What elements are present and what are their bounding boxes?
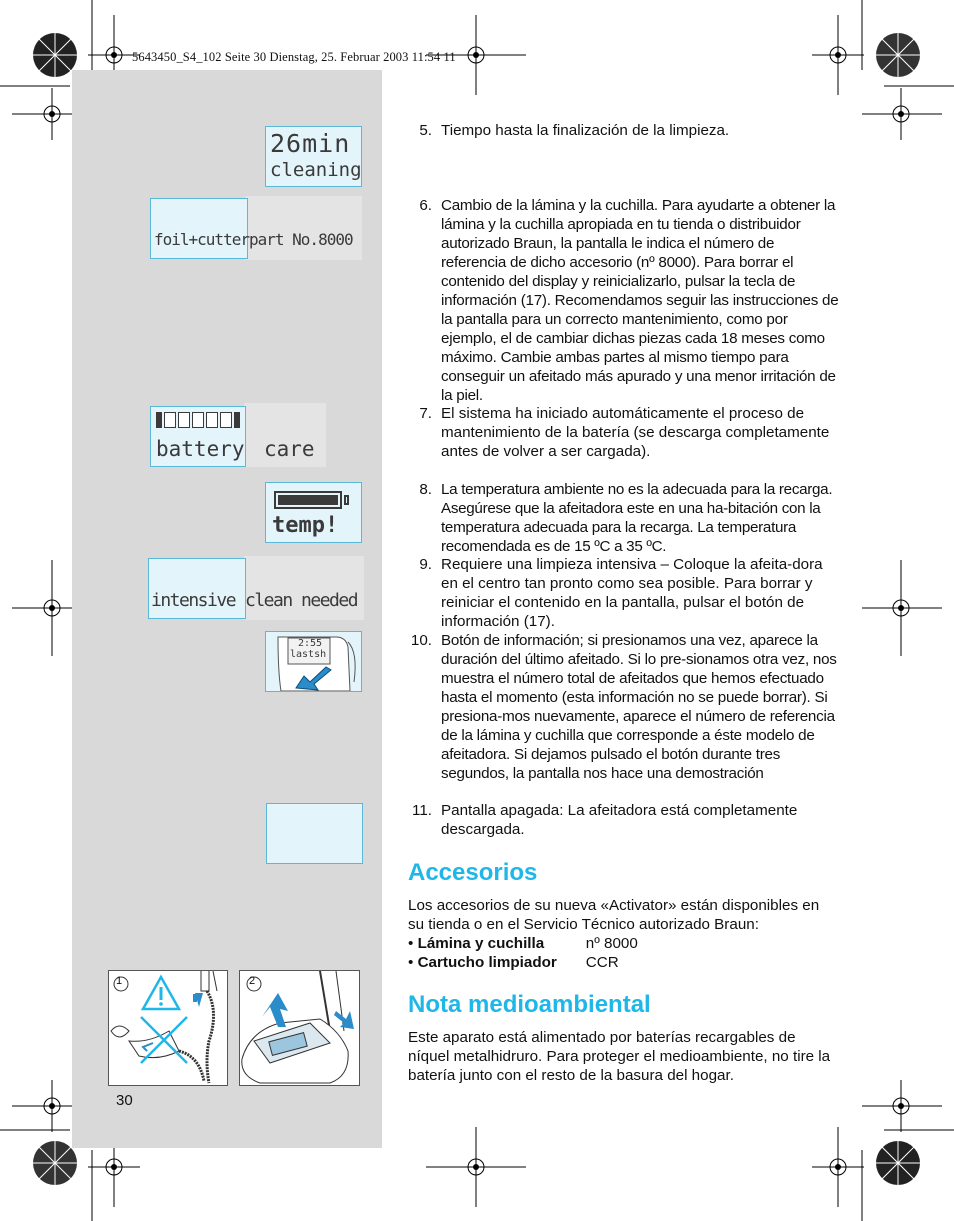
battery-tip-icon	[344, 495, 349, 505]
bullet: •	[408, 954, 414, 971]
page-number: 30	[116, 1092, 133, 1109]
print-header: 5643450_S4_102 Seite 30 Dienstag, 25. Februar 2003 11:54 11	[132, 50, 456, 64]
battery-full-icon	[274, 491, 342, 509]
list-item-number: 5.	[419, 122, 432, 139]
list-item-text: Cambio de la lámina y la cuchilla. Para ayudarte a obtener la lámina y la cuchilla apropiada en tu tienda o distribuidor autorizado Braun, la pantalla le indica el número de referencia de dicho accesorio (nº 8000). Para borrar el contenido del display y reinicializarlo, pulsar la tecla de información (17). Recomendamos seguir las instrucciones de la pantalla para un correcto mantenimiento, como por ejemplo, el de cambiar dichas piezas cada 18 meses como máximo. Cambie ambas partes al mismo tiempo para conseguir un afeitado más apurado y una menor irritación de la piel.	[441, 197, 839, 404]
accessory-row	[408, 953, 619, 972]
display-battery-text: battery	[156, 437, 245, 461]
display-temp-text: temp!	[272, 513, 339, 538]
accessory-row	[408, 934, 638, 953]
list-item-text: El sistema ha iniciado automáticamente el proceso de mantenimiento de la batería (se descarga completamente antes de volver a ser cargada).	[441, 405, 830, 460]
display-line-1: 26min	[270, 129, 351, 158]
display-foil-text: foil+cutter	[154, 230, 249, 249]
list-item-text: Tiempo hasta la finalización de la limpieza.	[441, 122, 730, 139]
figure-2-illustration	[239, 970, 360, 1086]
list-item-text: La temperatura ambiente no es la adecuada para la recarga. Asegúrese que la afeitadora este en una ha-bitación con la temperatura adecuada para la recarga. La temperatura recomendada es de 15 ºC a 35 ºC.	[441, 481, 833, 555]
display-line-2: cleaning	[270, 159, 362, 181]
accessory-name: Cartucho limpiador	[417, 954, 557, 971]
display-extension	[245, 196, 362, 260]
display-time-text: 2:55	[298, 638, 323, 649]
accessory-value: nº 8000	[585, 935, 638, 952]
list-item-number: 8.	[419, 481, 432, 498]
medioambiental-text: Este aparato está alimentado por baterías recargables de níquel metalhidruro. Para proteger el medioambiente, no tire la batería junto con el resto de la basura del hogar.	[408, 1029, 831, 1084]
battery-level-icon	[156, 412, 240, 428]
accessory-value: CCR	[585, 954, 619, 971]
list-item-text: Pantalla apagada: La afeitadora está completamente descargada.	[441, 802, 798, 838]
display-lastsh-text: lastsh	[290, 649, 327, 660]
list-item-number: 7.	[419, 405, 432, 422]
bullet: •	[408, 935, 414, 952]
display-care-text: care	[264, 437, 315, 461]
shaver-info-button-illustration	[265, 631, 362, 692]
list-item	[408, 121, 848, 141]
list-item-number: 11.	[412, 802, 432, 819]
list-item-number: 10.	[410, 632, 432, 649]
figure-1-illustration	[108, 970, 228, 1086]
figure-2-number: 2	[249, 975, 256, 987]
section-heading-accesorios: Accesorios	[408, 859, 538, 886]
accesorios-intro: Los accesorios de su nueva «Activator» están disponibles en su tienda o en el Servicio Técnico autorizado Braun:	[408, 897, 820, 933]
display-cleaning-time	[265, 126, 362, 187]
display-temperature	[265, 482, 362, 543]
list-item-number: 9.	[419, 556, 432, 573]
section-heading-medioambiental: Nota medioambiental	[408, 991, 651, 1018]
accessory-name: Lámina y cuchilla	[417, 935, 545, 952]
display-part-text: part No.8000	[249, 230, 353, 249]
display-off	[266, 803, 363, 864]
list-item-text: Botón de información; si presionamos una vez, aparece la duración del último afeitado. Si lo pre-sionamos otra vez, nos muestra el número total de afeitados que hemos efectuado hasta el momento (esta información no se puede borrar). Si presiona-mos nuevamente, aparece el número de referencia de la lámina y cuchilla que corresponde a éste modelo de afeitadora. Si dejamos pulsado el botón durante tres segundos, la pantalla nos hace una demostración	[441, 632, 837, 782]
list-item-text: Requiere una limpieza intensiva – Coloque la afeita-dora en el centro tan pronto como sea posible. Para borrar y reiniciar el contenido en la pantalla, pulsar el botón de información (17).	[441, 556, 823, 630]
display-clean-text: clean needed	[245, 590, 358, 611]
display-part-number	[150, 198, 248, 259]
list-item-number: 6.	[419, 197, 432, 214]
figure-1-number: 1	[116, 975, 123, 987]
display-intensive-text: intensive	[151, 590, 236, 611]
